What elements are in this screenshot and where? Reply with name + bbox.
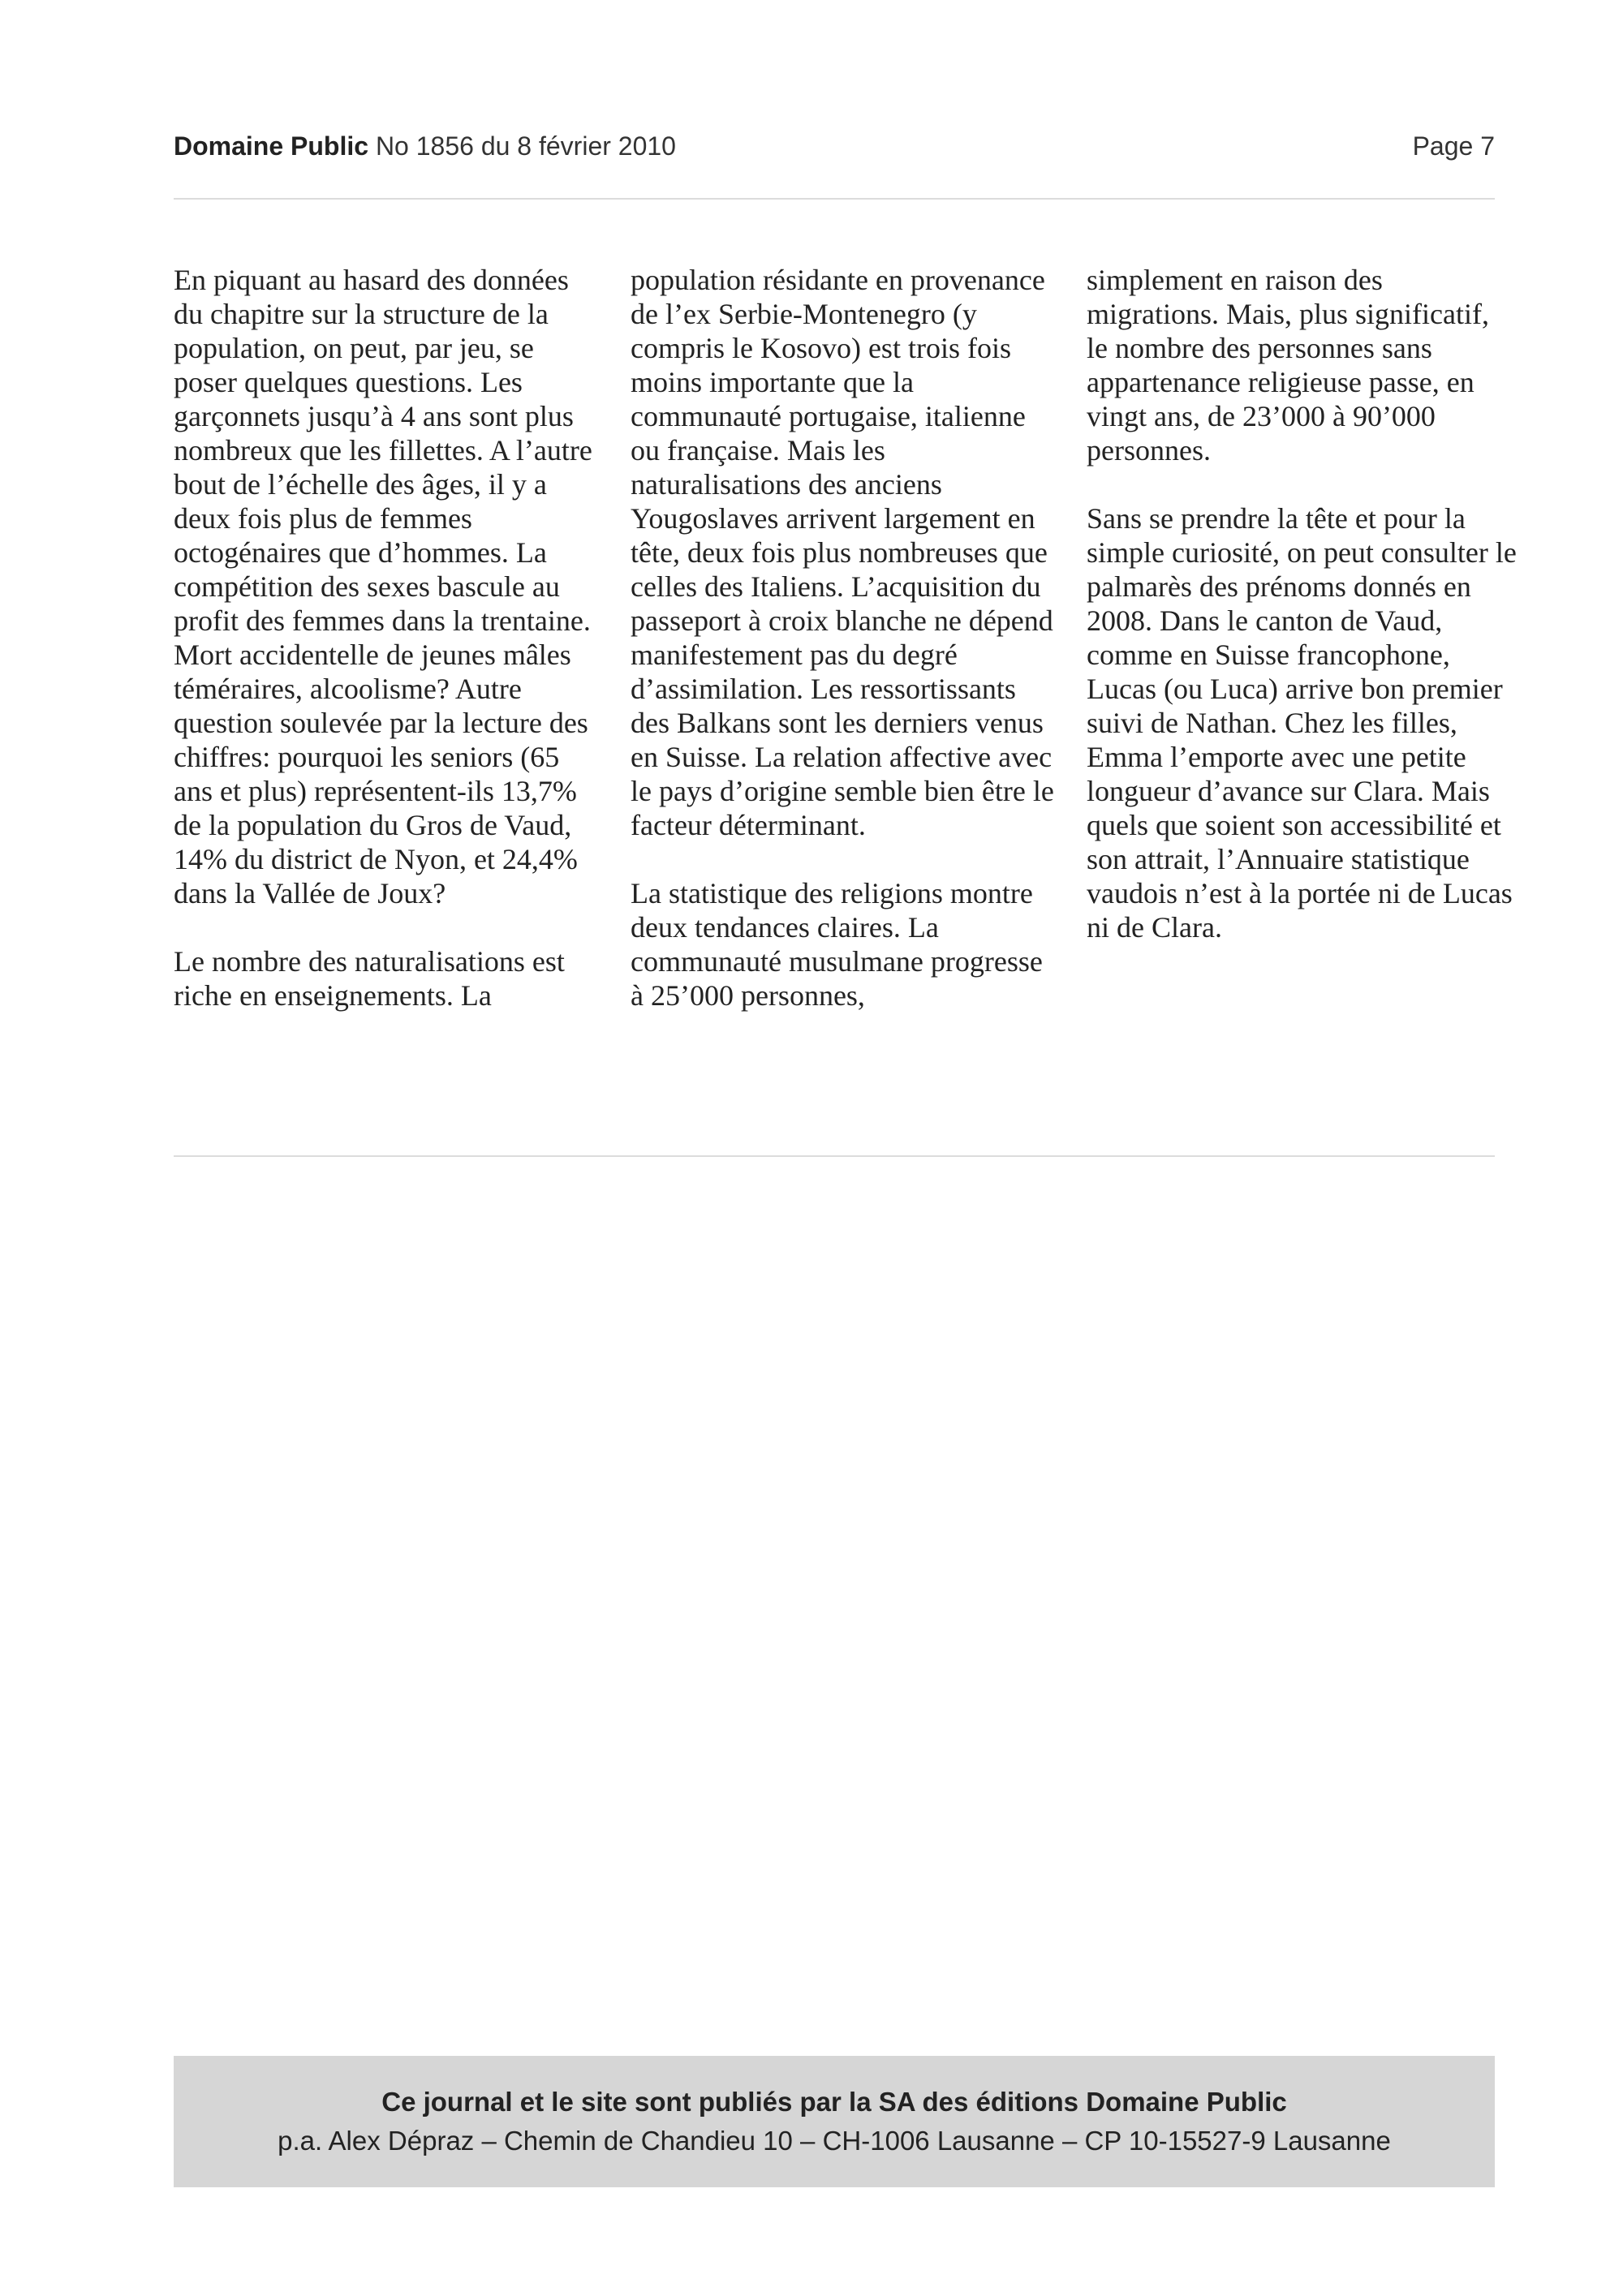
article-column-2 xyxy=(631,263,1061,1047)
article-paragraph: Le nombre des naturalisations est riche en enseignements. La xyxy=(174,945,565,1012)
article-column-3 xyxy=(1087,263,1517,978)
article-column-1 xyxy=(174,263,604,1047)
footer-publisher-line: Ce journal et le site sont publiés par la SA des éditions Domaine Public xyxy=(381,2087,1287,2117)
article-paragraph: Sans se prendre la tête et pour la simple curiosité, on peut consulter le palmarès des prénoms donnés en 2008. Dans le canton de Vaud, comme en Suisse francophone, Lucas (ou Luca) arrive bon premier suivi de Nathan. Chez les filles, Emma l’emporte avec une petite longueur d’avance sur Clara. Mais quels que soient son accessibilité et son attrait, l’Annuaire statistique vaudois n’est à la portée ni de Lucas ni de Clara. xyxy=(1087,502,1517,944)
footer-address-line: p.a. Alex Dépraz – Chemin de Chandieu 10 – CH-1006 Lausanne – CP 10-15527-9 Lausanne xyxy=(278,2126,1391,2156)
page-header xyxy=(174,131,1495,170)
issue-info: No 1856 du 8 février 2010 xyxy=(375,131,676,161)
publisher-footer xyxy=(174,2056,1495,2187)
publication-name: Domaine Public xyxy=(174,131,369,161)
article-end-divider xyxy=(174,1155,1495,1157)
header-publication-info xyxy=(174,131,676,161)
article-paragraph: La statistique des religions montre deux tendances claires. La communauté musulmane progresse à 25’000 personnes, xyxy=(631,877,1043,1012)
article-paragraph: population résidante en provenance de l’ex Serbie-Montenegro (y compris le Kosovo) est trois fois moins importante que la communauté portugaise, italienne ou française. Mais les naturalisations des anciens Yougoslaves arrivent largement en tête, deux fois plus nombreuses que celles des Italiens. L’acquisition du passeport à croix blanche ne dépend manifestement pas du degré d’assimilation. Les ressortissants des Balkans sont les derniers venus en Suisse. La relation affective avec le pays d’origine semble bien être le facteur déterminant. xyxy=(631,264,1054,841)
article-paragraph: En piquant au hasard des données du chapitre sur la structure de la population, on peut, par jeu, se poser quelques questions. Les garçonnets jusqu’à 4 ans sont plus nombreux que les fillettes. A l’autre bout de l’échelle des âges, il y a deux fois plus de femmes octogénaires que d’hommes. La compétition des sexes bascule au profit des femmes dans la trentaine. Mort accidentelle de jeunes mâles téméraires, alcoolisme? Autre question soulevée par la lecture des chiffres: pourquoi les seniors (65 ans et plus) représentent-ils 13,7% de la population du Gros de Vaud, 14% du district de Nyon, et 24,4% dans la Vallée de Joux? xyxy=(174,264,592,909)
page-number: Page 7 xyxy=(1412,131,1495,161)
article-paragraph: simplement en raison des migrations. Mais, plus significatif, le nombre des personnes sans appartenance religieuse passe, en vingt ans, de 23’000 à 90’000 personnes. xyxy=(1087,264,1489,467)
article-body xyxy=(174,263,1517,1147)
header-divider xyxy=(174,198,1495,200)
